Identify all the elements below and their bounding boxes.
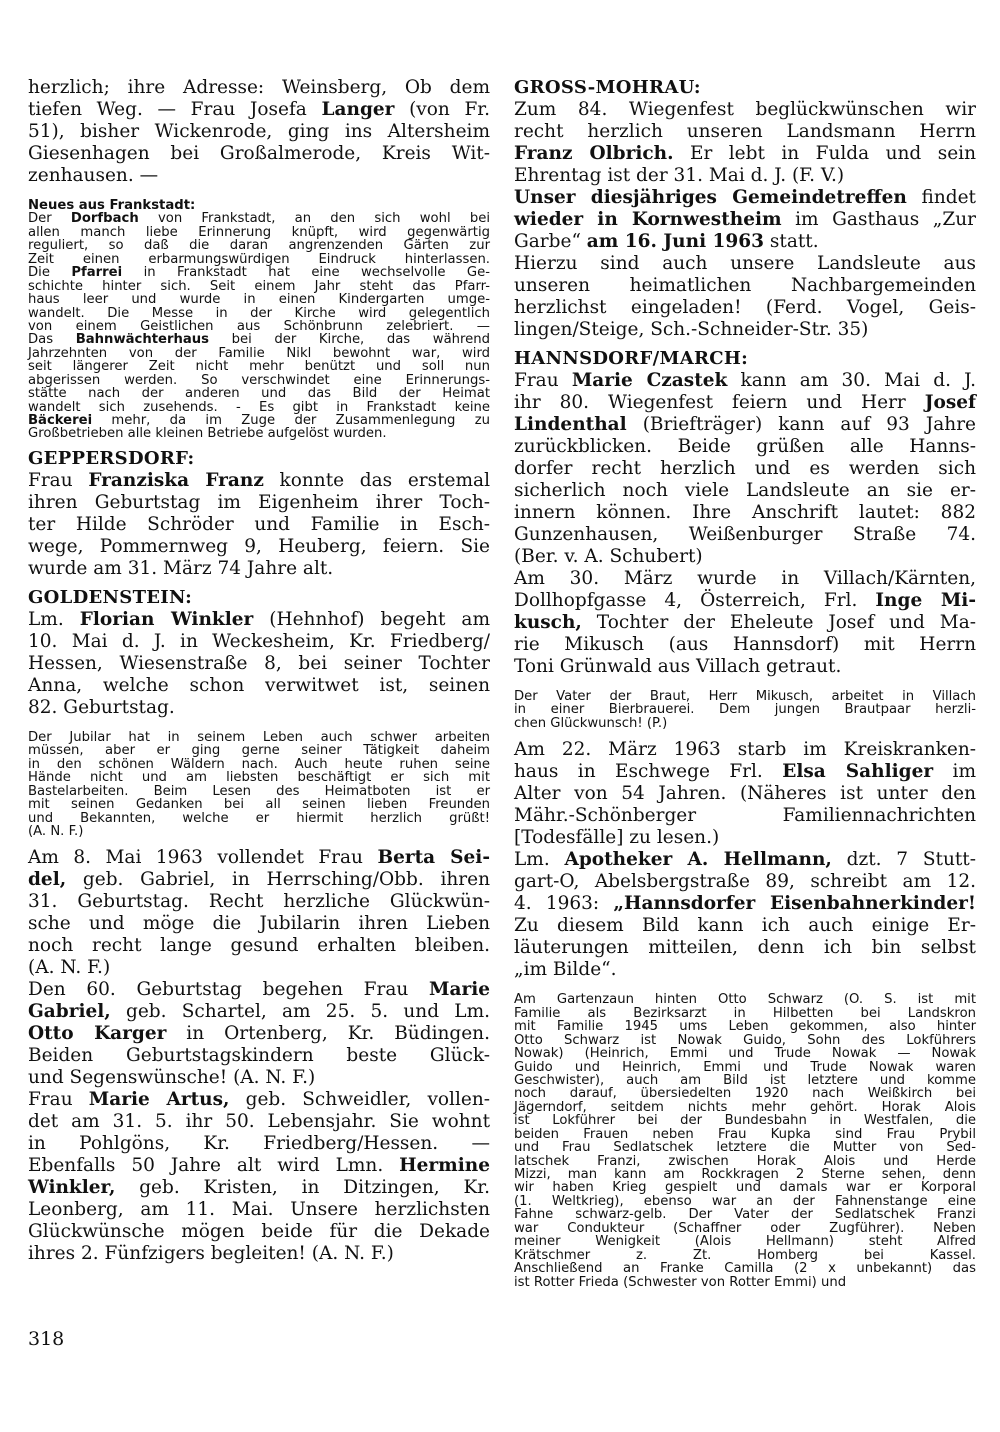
- text-line: noch darauf, übersiedelten 1920 nach Weißkirch bei: [514, 1086, 976, 1102]
- paragraph: [514, 99, 976, 187]
- section-heading: HANNSDORF/MARCH:: [514, 348, 749, 369]
- text-line: Hessen, Wiesenstraße 8, bei seiner Tochter: [28, 652, 490, 674]
- text-line: recht herzlich unseren Landsmann Herrn: [514, 121, 976, 142]
- text-line: (A. N. F.): [28, 957, 111, 979]
- text-line: kusch, Tochter der Eheleute Josef und Ma-: [514, 612, 976, 633]
- small-print-paragraph: [514, 993, 976, 1289]
- text-line: Zeit einen erbarmungswürdigen Eindruck hinterlassen.: [28, 251, 490, 267]
- text-line: ist Rotter Frieda (Schwester von Rotter Emmi) und: [514, 1274, 847, 1290]
- text-line: chen Glückwunsch! (P.): [514, 715, 668, 731]
- text-line: (1. Weltkrieg), ebenso war an der Fahnenstange eine: [514, 1193, 976, 1209]
- text-line: Hierzu sind auch unsere Landsleute aus: [514, 253, 976, 274]
- text-line: zurückblicken. Beide grüßen alle Hanns-: [514, 436, 976, 457]
- text-line: 82. Geburtstag.: [28, 696, 175, 718]
- text-line: seit längerer Zeit nicht mehr benützt und soll nun: [28, 359, 490, 375]
- text-line: Lindenthal (Briefträger) kann auf 93 Jahre: [514, 414, 976, 435]
- text-line: Otto Karger in Ortenberg, Kr. Büdingen.: [28, 1023, 490, 1045]
- text-line: Das Bahnwächterhaus bei der Kirche, das während: [28, 332, 490, 348]
- section-heading: GEPPERSDORF:: [28, 447, 195, 469]
- text-line: Der Vater der Braut, Herr Mikusch, arbeitet in Villach: [514, 689, 976, 704]
- text-line: ihres 2. Fünfzigers begleiten! (A. N. F.): [28, 1243, 394, 1265]
- text-line: Der Jubilar hat in seinem Leben auch schwer arbeiten: [28, 729, 490, 745]
- text-line: in den schönen Wäldern nach. Auch heute ruhen seine: [28, 756, 490, 772]
- text-line: meiner Wenigkeit (Alois Hellmann) steht Alfred: [514, 1234, 976, 1250]
- text-line: (A. N. F.): [28, 823, 84, 839]
- text-line: Beiden Geburtstagskindern beste Glück-: [28, 1045, 490, 1067]
- text-line: Den 60. Geburtstag begehen Frau Marie: [28, 979, 490, 1001]
- text-line: und Frau Sedlatschek letztere die Mutter von Sed-: [514, 1140, 976, 1156]
- text-line: schichte hinter sich. Seit einem Jahr steht das Pfarr-: [28, 278, 490, 294]
- text-line: Giesenhagen bei Großalmerode, Kreis Wit-: [28, 143, 490, 164]
- text-line: [Todesfälle] zu lesen.): [514, 827, 720, 849]
- text-line: Mähr.-Schönberger Familiennachrichten: [514, 805, 976, 827]
- text-line: Winkler, geb. Kristen, in Ditzingen, Kr.: [28, 1177, 490, 1199]
- text-line: det am 31. 5. ihr 50. Lebensjahr. Sie wohnt: [28, 1111, 490, 1133]
- text-line: und Bekannten, welche er hiermit herzlich grüßt!: [28, 810, 490, 826]
- text-line: noch recht lange gesund erhalten bleiben.: [28, 935, 490, 957]
- paragraph: [28, 847, 490, 979]
- text-line: Otto Schwarz ist Nowak Guido, Sohn des Lokführers: [514, 1032, 976, 1048]
- paragraph: [514, 568, 976, 678]
- text-line: Zum 84. Wiegenfest beglückwünschen wir: [514, 99, 976, 120]
- text-line: Frau Marie Czastek kann am 30. Mai d. J.: [514, 370, 976, 391]
- paragraph: [514, 187, 976, 253]
- text-line: ihren Geburtstag im Eigenheim ihrer Toch-: [28, 491, 490, 513]
- text-line: Alter von 54 Jahren. (Näheres ist unter den: [514, 783, 976, 805]
- paragraph: [514, 849, 976, 981]
- text-line: mit seinen Gedanken bei all seinen lieben Freunden: [28, 797, 490, 813]
- section-heading: GOLDENSTEIN:: [28, 586, 193, 608]
- text-line: del, geb. Gabriel, in Herrsching/Obb. ihren: [28, 869, 490, 891]
- text-line: sicherlich noch viele Landsleute an sie er-: [514, 480, 976, 501]
- text-line: Die Pfarrei in Frankstadt hat eine wechselvolle Ge-: [28, 265, 490, 281]
- text-line: Frau Franziska Franz konnte das erstemal: [28, 469, 490, 491]
- text-line: Fahne schwarz-gelb. Der Vater der Sedlatschek Franzi: [514, 1207, 976, 1223]
- text-line: in einer Bierbrauerei. Dem jungen Brautpaar herzli-: [514, 702, 976, 718]
- text-line: Ehrentag ist der 31. Mai d. J. (F. V.): [514, 165, 845, 186]
- text-line: haus leer und wurde in einen Kindergarten umge-: [28, 292, 490, 308]
- left-column: [28, 77, 490, 1265]
- section-heading: GROSS-MOHRAU:: [514, 77, 701, 98]
- text-line: müssen, aber er ging gerne seiner Tätigkeit daheim: [28, 743, 490, 759]
- text-line: Ebenfalls 50 Jahre alt wird Lmn. Hermine: [28, 1155, 490, 1177]
- small-print-paragraph: [514, 690, 976, 730]
- text-line: Familie als Bezirksarzt in Hilbetten bei Landskron: [514, 1005, 976, 1021]
- paragraph: [28, 609, 490, 719]
- text-line: gart-O, Abelsbergstraße 89, schreibt am 12.: [514, 871, 976, 893]
- text-line: wandelt. Die Messe in der Kirche wird gelegentlich: [28, 305, 490, 321]
- text-line: Franz Olbrich. Er lebt in Fulda und sein: [514, 143, 976, 164]
- text-line: Leonberg, am 11. Mai. Unsere herzlichsten: [28, 1199, 490, 1221]
- text-line: Dollhopfgasse 4, Österreich, Frl. Inge Mi-: [514, 590, 977, 611]
- text-line: Frau Marie Artus, geb. Schweidler, vollen-: [28, 1089, 490, 1111]
- paragraph: [28, 470, 490, 580]
- text-line: Am 8. Mai 1963 vollendet Frau Berta Sei-: [28, 847, 490, 869]
- text-line: wir haben Krieg gespielt und damals war er Korporal: [514, 1180, 976, 1196]
- text-line: ist Lokführer bei der Bundesbahn in Westfalen, die: [514, 1113, 976, 1129]
- text-line: wieder in Kornwestheim im Gasthaus „Zur: [514, 209, 976, 230]
- subsection-heading: Neues aus Frankstadt:: [28, 198, 196, 213]
- text-line: Nowak) (Heinrich, Emmi und Trude Nowak — Nowak: [514, 1046, 976, 1062]
- text-line: beiden Frauen neben Frau Kupka sind Frau Prybil: [514, 1126, 976, 1142]
- text-line: innern können. Ihre Anschrift lautet: 882: [514, 502, 976, 523]
- text-line: Gabriel, geb. Schartel, am 25. 5. und Lm.: [28, 1001, 490, 1023]
- text-line: Bäckerei mehr, da im Zuge der Zusammenlegung zu: [28, 413, 490, 428]
- text-line: „im Bilde“.: [514, 959, 617, 981]
- text-line: dorfer recht herzlich und es werden sich: [514, 458, 976, 479]
- text-line: herzlichst eingeladen! (Ferd. Vogel, Geis-: [514, 297, 976, 318]
- text-line: tiefen Weg. — Frau Josefa Langer (von Fr.: [28, 99, 490, 120]
- text-line: 31. Geburtstag. Recht herzliche Glückwün-: [28, 891, 490, 913]
- text-line: Toni Grünwald aus Villach getraut.: [514, 656, 842, 677]
- text-line: Gunzenhausen, Weißenburger Straße 74.: [514, 524, 976, 545]
- text-line: zenhausen. —: [28, 165, 159, 186]
- text-line: Anna, welche schon verwitwet ist, seinen: [28, 674, 490, 696]
- text-line: 4. 1963: „Hannsdorfer Eisenbahnerkinder!: [514, 893, 976, 915]
- text-line: rie Mikusch (aus Hannsdorf) mit Herrn: [514, 634, 976, 655]
- text-line: in Pohlgöns, Kr. Friedberg/Hessen. —: [28, 1133, 490, 1155]
- text-line: Lm. Florian Winkler (Hehnhof) begeht am: [28, 608, 490, 630]
- text-line: allen manch liebe Erinnerung knüpft, wird gegenwärtig: [28, 224, 490, 240]
- text-line: wege, Pommernweg 9, Heuberg, feiern. Sie: [28, 535, 490, 557]
- text-line: wurde am 31. März 74 Jahre alt.: [28, 557, 334, 579]
- text-line: Großbetrieben alle kleinen Betriebe aufgelöst wurden.: [28, 426, 387, 442]
- text-line: herzlich; ihre Adresse: Weinsberg, Ob dem: [28, 77, 490, 98]
- text-line: von einem Geistlichen aus Schönbrunn zelebriert. —: [28, 318, 490, 334]
- text-line: (Ber. v. A. Schubert): [514, 546, 703, 567]
- text-line: reguliert, so daß die daran angrenzenden Gärten zur: [28, 238, 490, 254]
- small-print-paragraph: [28, 731, 490, 839]
- text-line: lingen/Steige, Sch.-Schneider-Str. 35): [514, 319, 869, 340]
- text-line: Zu diesem Bild kann ich auch einige Er-: [514, 915, 976, 937]
- paragraph: [28, 77, 490, 187]
- paragraph: [28, 979, 490, 1089]
- right-column: [514, 77, 976, 1289]
- text-line: wandelt sich zusehends. - Es gibt in Frankstadt keine: [28, 399, 490, 415]
- page-number: 318: [28, 1328, 65, 1350]
- text-line: ihr 80. Wiegenfest feiern und Herr Josef: [514, 392, 976, 413]
- text-line: Guido und Heinrich, Emmi und Trude Nowak waren: [514, 1059, 976, 1075]
- text-line: 51), bisher Wickenrode, ging ins Altersheim: [28, 121, 490, 142]
- text-line: abgerissen werden. So verschwindet eine Erinnerungs-: [28, 372, 490, 388]
- text-line: Krätschmer z. Zt. Homberg bei Kassel.: [514, 1247, 976, 1263]
- text-line: Am 22. März 1963 starb im Kreiskranken-: [514, 739, 976, 761]
- text-line: Garbe“ am 16. Juni 1963 statt.: [514, 231, 819, 252]
- text-line: stätte nach der anderen und das Bild der Heimat: [28, 386, 490, 402]
- text-line: Mizzi, man kann am Rockkragen 2 Sterne sehen, denn: [514, 1167, 976, 1182]
- text-line: Jägerndorf, seitdem nichts mehr gehört. Horak Alois: [514, 1099, 976, 1115]
- text-line: Anschließend an Franke Camilla (2 x unbekannt) das: [514, 1261, 976, 1277]
- paragraph: [28, 1089, 490, 1265]
- text-line: und Segenswünsche! (A. N. F.): [28, 1067, 316, 1089]
- text-line: latschek Franzi, zwischen Horak Alois und Herde: [514, 1153, 976, 1169]
- text-line: Glückwünsche mögen beide für die Dekade: [28, 1221, 490, 1243]
- text-line: Unser diesjähriges Gemeindetreffen findet: [514, 187, 976, 208]
- text-line: war Condukteur (Schaffner oder Zugführer). Neben: [514, 1220, 976, 1236]
- text-line: sche und möge die Jubilarin ihren Lieben: [28, 913, 490, 935]
- text-line: Lm. Apotheker A. Hellmann, dzt. 7 Stutt-: [514, 849, 976, 871]
- paragraph: [514, 253, 976, 341]
- small-print-paragraph: [28, 199, 490, 441]
- text-line: unseren heimatlichen Nachbargemeinden: [514, 275, 976, 296]
- text-line: 10. Mai d. J. in Weckesheim, Kr. Friedberg/: [28, 630, 490, 652]
- text-line: Jahrzehnten von der Familie Nikl bewohnt war, wird: [28, 345, 490, 361]
- text-line: ter Hilde Schröder und Familie in Esch-: [28, 513, 490, 535]
- text-line: mit Familie 1945 ums Leben gekommen, also hinter: [514, 1019, 976, 1035]
- text-line: Bastelarbeiten. Beim Lesen des Heimatboten ist er: [28, 783, 490, 799]
- text-line: Hände nicht und am liebsten beschäftigt er sich mit: [28, 770, 490, 786]
- text-line: Der Dorfbach von Frankstadt, an den sich wohl bei: [28, 211, 490, 227]
- text-line: haus in Eschwege Frl. Elsa Sahliger im: [514, 761, 977, 783]
- text-line: Am Gartenzaun hinten Otto Schwarz (O. S. ist mit: [514, 992, 976, 1008]
- text-line: Geschwister), auch am Bild ist letztere und komme: [514, 1072, 976, 1088]
- paragraph: [514, 370, 976, 568]
- paragraph: [514, 739, 976, 849]
- text-line: Am 30. März wurde in Villach/Kärnten,: [514, 568, 976, 589]
- text-line: läuterungen mitteilen, denn ich bin selbst: [514, 937, 976, 959]
